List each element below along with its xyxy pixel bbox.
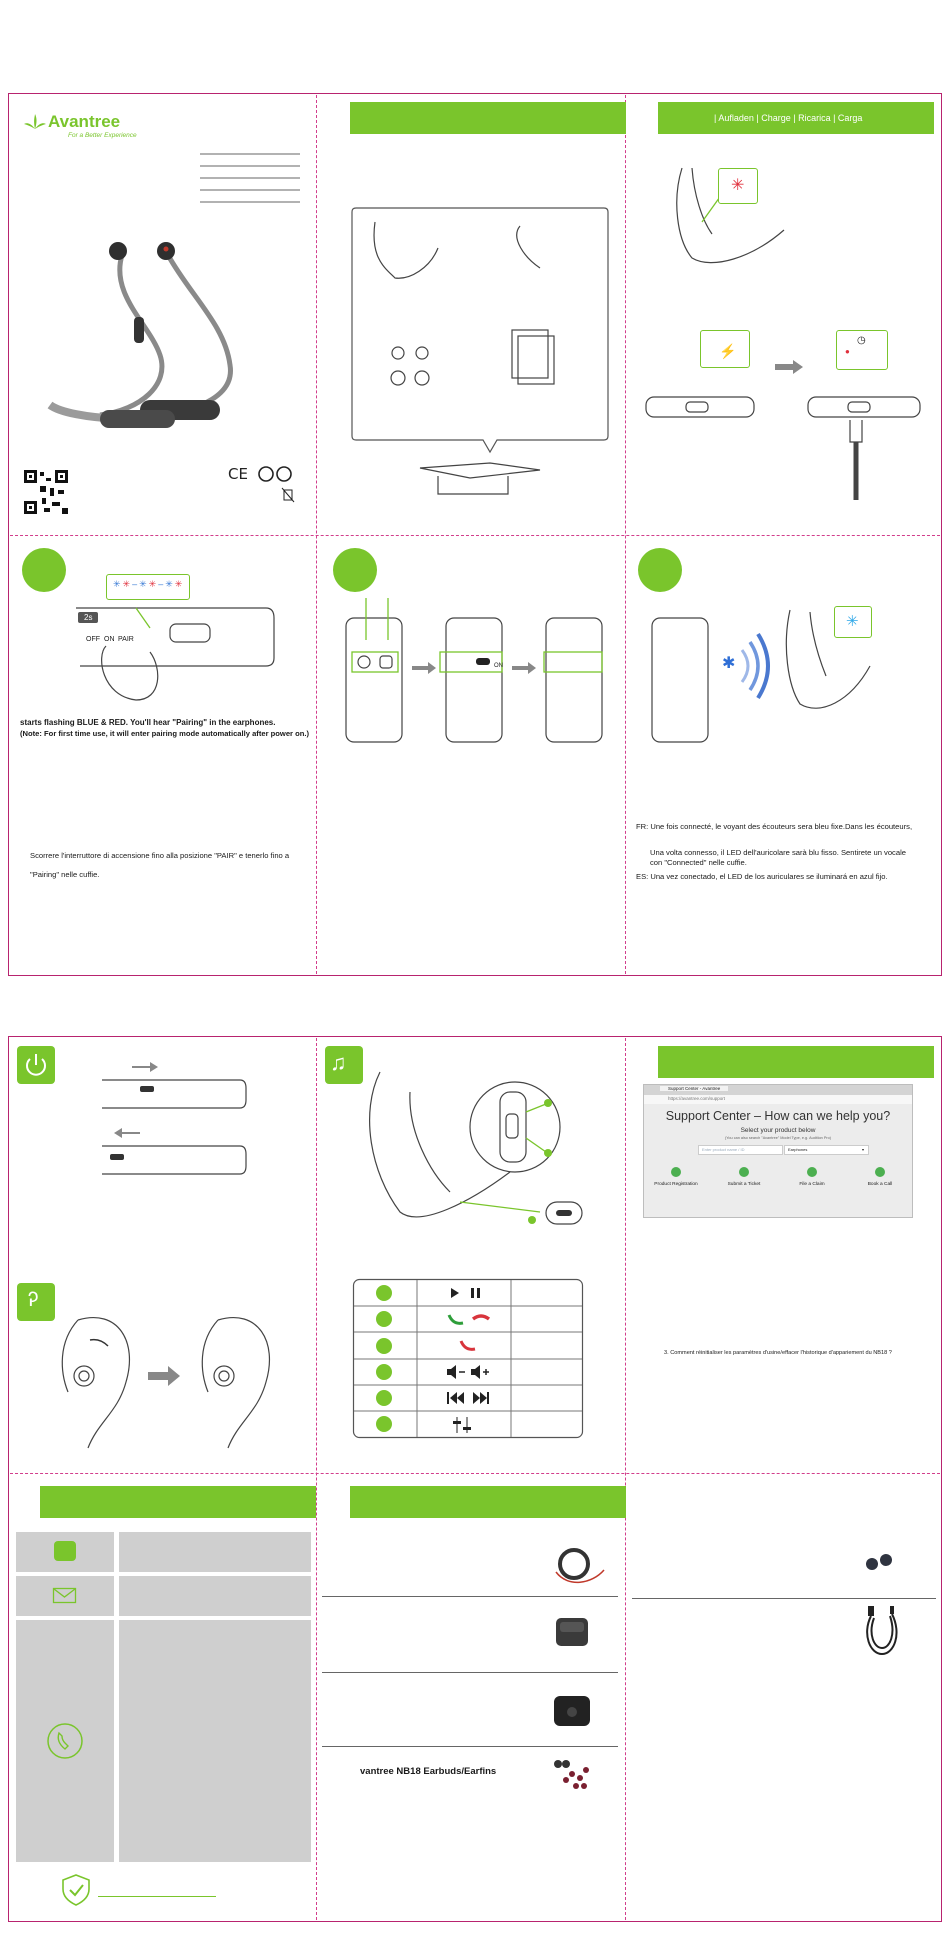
brand-tagline: For a Better Experience xyxy=(68,132,137,139)
blue-led-callout xyxy=(834,606,872,638)
connected-it: Una volta connesso, il LED dell'auricolare sarà blu fisso. Sentirete un vocale xyxy=(650,848,906,857)
call-icon xyxy=(875,1167,885,1177)
warranty-shield-icon xyxy=(62,1874,92,1906)
contact-row-web-icon-cell xyxy=(16,1532,114,1572)
ear-icon: Ꭾ xyxy=(28,1289,39,1311)
contact-row-phone-value-cell xyxy=(119,1620,311,1862)
connected-it-2: con "Connected" nelle cuffie. xyxy=(650,858,747,867)
package-contents-box xyxy=(350,208,610,508)
email-icon xyxy=(53,1588,77,1604)
full-charge-callout xyxy=(836,330,888,370)
support-browser-screenshot xyxy=(643,1084,913,1218)
support-title: Support Center – How can we help you? xyxy=(665,1109,891,1123)
support-option-registration[interactable] xyxy=(648,1167,704,1187)
claim-icon xyxy=(807,1167,817,1177)
connected-fr: FR: Une fois connecté, le voyant des écouteurs sera bleu fixe.Dans les écouteurs, xyxy=(636,822,913,831)
svg-text:✱: ✱ xyxy=(722,653,736,672)
option-label: Product Registration xyxy=(654,1182,698,1187)
svg-text:CE: CE xyxy=(228,465,248,483)
browser-url: https://avantree.com/support xyxy=(668,1096,726,1101)
fold-line xyxy=(10,1473,940,1474)
faq-reset-fr: 3. Comment réinitialiser les paramètres d'usine/effacer l'historique d'appariement du NB18 ? xyxy=(664,1350,892,1356)
phone-bluetooth-settings-sketch xyxy=(340,598,640,758)
transmitter-image xyxy=(552,1688,596,1732)
brand-name: Avantree xyxy=(48,112,121,131)
charging-bolt-icon: ⚡ xyxy=(719,343,737,359)
remote-control-cable xyxy=(808,392,928,512)
ticket-icon xyxy=(739,1167,749,1177)
option-label: File a Claim xyxy=(799,1182,825,1187)
pairing-instruction-it-2: "Pairing" nelle cuffie. xyxy=(30,870,100,879)
warranty-line xyxy=(98,1896,216,1897)
step-badge-1 xyxy=(22,548,66,592)
certification-marks xyxy=(228,464,304,504)
accessory-divider xyxy=(632,1598,936,1599)
fold-line xyxy=(625,1038,626,1920)
support-hint: (You can also search "Avantree" Model Type, e.g. Audition Pro) xyxy=(724,1136,832,1140)
music-note-icon: ♫ xyxy=(330,1050,347,1075)
charge-header-text: | Aufladen | Charge | Ricarica | Carga xyxy=(714,113,863,123)
phone-support-icon xyxy=(46,1722,84,1760)
arrow-right-icon xyxy=(775,360,805,374)
step-badge-2 xyxy=(333,548,377,592)
red-led-callout xyxy=(718,168,758,204)
red-led-icon: ✳ xyxy=(731,177,745,194)
accessories-header-bar xyxy=(350,1486,626,1518)
fold-line xyxy=(10,535,940,536)
leaf-logo-icon xyxy=(24,114,46,130)
support-option-call[interactable] xyxy=(852,1167,908,1187)
blue-red-led-icon: ✳✳–✳✳–✳✳ xyxy=(113,579,185,589)
switch-label-off: OFF xyxy=(86,636,100,643)
product-category-select[interactable] xyxy=(784,1145,869,1155)
contact-row-web-value-cell xyxy=(119,1532,311,1572)
registration-icon xyxy=(671,1167,681,1177)
usb-cable-image xyxy=(860,1604,904,1660)
button-function-table xyxy=(353,1279,583,1439)
connected-es: ES: Una vez conectado, el LED de los auriculares se iluminará en azul fijo. xyxy=(636,872,888,881)
pairing-instruction-en: starts flashing BLUE & RED. You'll hear "Pairing" in the earphones. xyxy=(20,718,276,727)
accessory-divider xyxy=(322,1746,618,1747)
power-section-badge xyxy=(17,1046,55,1084)
clock-icon: ◷ xyxy=(857,335,866,346)
usb-adapter-image xyxy=(554,1614,594,1650)
support-subtitle: Select your product below xyxy=(740,1127,816,1134)
earfins-image xyxy=(552,1758,596,1798)
charge-header-bar xyxy=(658,102,934,134)
web-icon xyxy=(54,1541,76,1561)
contact-row-email-value-cell xyxy=(119,1576,311,1616)
switch-label-pair: PAIR xyxy=(118,636,134,643)
accessory-divider xyxy=(322,1596,618,1597)
contact-row-phone-icon-cell xyxy=(16,1620,114,1862)
controls-diagram xyxy=(340,1052,600,1232)
earbuds-accessory-image xyxy=(548,1540,608,1590)
neckband-product-image xyxy=(40,235,280,435)
power-switch-slide-sketch xyxy=(100,1062,250,1182)
power-icon xyxy=(17,1046,55,1084)
chevron-down-icon: ▾ xyxy=(861,1147,864,1152)
charging-callout xyxy=(700,330,750,368)
fold-line xyxy=(316,1038,317,1920)
package-header-bar xyxy=(350,102,626,134)
switch-label-on: ON xyxy=(104,636,115,643)
remote-control-before xyxy=(646,392,756,422)
browser-address-bar xyxy=(644,1095,912,1104)
product-search-input[interactable]: Enter product name / ID xyxy=(698,1145,783,1155)
contact-header-bar xyxy=(40,1486,316,1518)
product-category-value: Earphones xyxy=(788,1147,808,1152)
contact-row-email-icon-cell xyxy=(16,1576,114,1616)
qr-code xyxy=(24,470,68,514)
earfins-label: vantree NB18 Earbuds/Earfins xyxy=(360,1766,497,1777)
eartips-image xyxy=(862,1550,898,1574)
red-dot-icon: ● xyxy=(845,347,850,356)
support-option-claim[interactable] xyxy=(784,1167,840,1187)
pairing-instruction-it: Scorrere l'interruttore di accensione fino alla posizione "PAIR" e tenerlo fino a xyxy=(30,851,290,860)
pairing-note-en: (Note: For first time use, it will enter pairing mode automatically after power on.) xyxy=(20,729,310,738)
step-badge-3 xyxy=(638,548,682,592)
support-header-bar xyxy=(658,1046,934,1078)
toggle-on-label: ON xyxy=(494,663,503,669)
option-label: Submit a Ticket xyxy=(727,1182,761,1187)
model-lines xyxy=(200,152,300,207)
support-option-ticket[interactable] xyxy=(716,1167,772,1187)
browser-tab-bar xyxy=(644,1085,912,1095)
ear-fitting-sketch xyxy=(48,1312,308,1452)
option-label: Book a Call xyxy=(867,1182,893,1187)
hold-2s-badge xyxy=(78,612,98,623)
accessory-divider xyxy=(322,1672,618,1673)
browser-tab-title: Support Center - Avantree xyxy=(660,1086,728,1091)
blue-led-icon: ✳ xyxy=(846,613,859,630)
hold-time-label: 2s xyxy=(84,613,93,622)
